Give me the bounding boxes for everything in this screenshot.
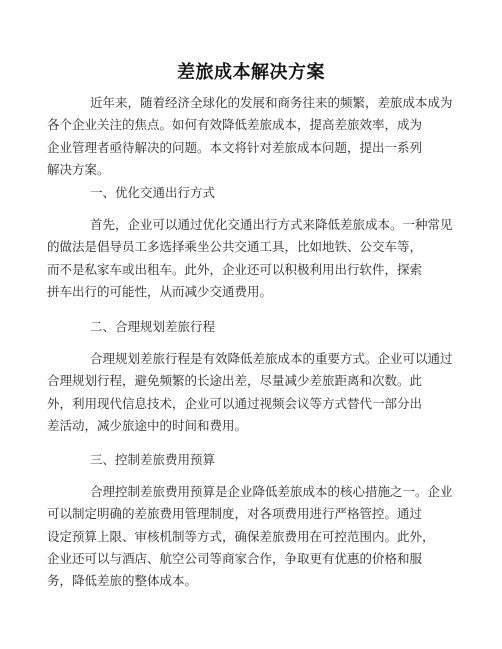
section-paragraph-transport	[47, 214, 467, 303]
paragraph-line: 的做法是倡导员工多选择乘坐公共交通工具，比如地铁、公交车等，	[47, 239, 423, 255]
paragraph-line: 解决方案。	[47, 161, 110, 177]
paragraph-line: 合理规划行程，避免频繁的长途出差，尽量减少差旅距离和次数。此	[47, 373, 423, 389]
document-title: 差旅成本解决方案	[177, 62, 325, 83]
paragraph-line: 合理规划差旅行程是有效降低差旅成本的重要方式。企业可以通过	[90, 351, 453, 366]
paragraph-line: 合理控制差旅费用预算是企业降低差旅成本的核心措施之一。企业	[90, 484, 453, 499]
paragraph-line: 差活动，减少旅途中的时间和费用。	[47, 417, 248, 433]
paragraph-line: 可以制定明确的差旅费用管理制度，对各项费用进行严格管控。通过	[47, 506, 423, 522]
paragraph-line: 拼车出行的可能性，从而减少交通费用。	[47, 283, 273, 299]
paragraph-line: 外，利用现代信息技术，企业可以通过视频会议等方式替代一部分出	[47, 395, 423, 411]
section-heading-budget: 三、控制差旅费用预算	[90, 452, 216, 467]
paragraph-line: 务，降低差旅的整体成本。	[47, 573, 198, 589]
section-paragraph-budget	[47, 481, 467, 592]
section-paragraph-itinerary	[47, 348, 467, 437]
paragraph-line: 首先，企业可以通过优化交通出行方式来降低差旅成本。一种常见	[90, 217, 453, 232]
paragraph-line: 各个企业关注的焦点。如何有效降低差旅成本，提高差旅效率，成为	[47, 117, 423, 133]
section-heading-transport: 一、优化交通出行方式	[90, 185, 216, 200]
paragraph-line: 设定预算上限、审核机制等方式，确保差旅费用在可控范围内。此外，	[47, 528, 435, 544]
paragraph-line: 而不是私家车或出租车。此外，企业还可以积极利用出行软件，探索	[47, 261, 423, 277]
section-heading-itinerary: 二、合理规划差旅行程	[90, 319, 216, 334]
paragraph-line: 企业还可以与酒店、航空公司等商家合作，争取更有优惠的价格和服	[47, 550, 423, 566]
paragraph-line: 近年来，随着经济全球化的发展和商务往来的频繁，差旅成本成为	[90, 95, 453, 110]
intro-paragraph	[47, 92, 467, 181]
paragraph-line: 企业管理者亟待解决的问题。本文将针对差旅成本问题，提出一系列	[47, 139, 423, 155]
